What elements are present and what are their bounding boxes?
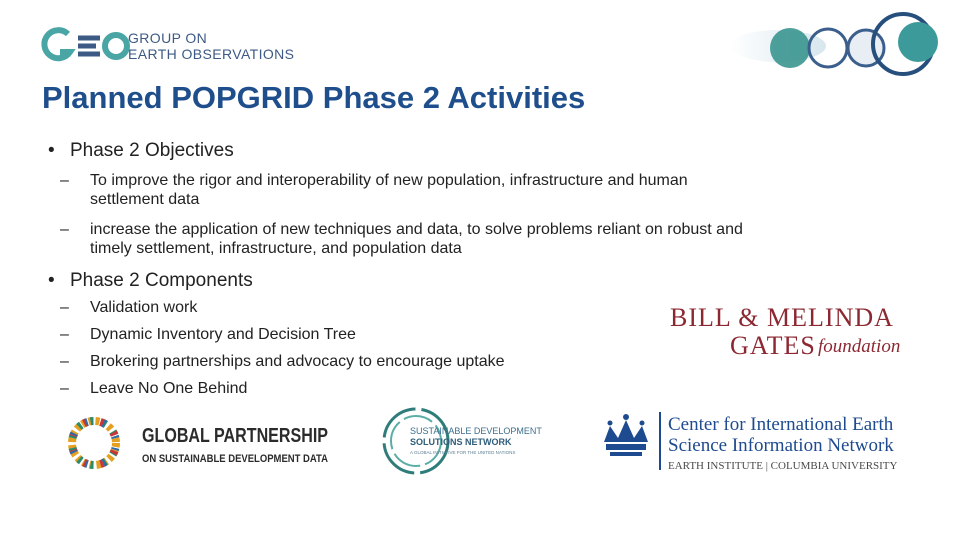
bullet-icon: •	[48, 270, 55, 291]
page-title: Planned POPGRID Phase 2 Activities	[42, 80, 586, 115]
components-heading	[48, 270, 253, 292]
geo-logo-text	[128, 30, 294, 62]
sdsn-line2: SOLUTIONS NETWORK	[410, 437, 512, 447]
dash-icon: –	[60, 326, 69, 343]
objective-item	[60, 220, 780, 258]
columbia-crown-icon	[604, 414, 648, 456]
gpsdd-logo	[66, 410, 336, 476]
sdsn-line1: SUSTAINABLE DEVELOPMENT	[410, 426, 542, 436]
gpsdd-ring-icon	[72, 421, 116, 465]
gates-foundation-logo	[668, 300, 928, 360]
component-item	[60, 379, 620, 398]
component-item	[60, 352, 620, 371]
sdsn-line3: A GLOBAL INITIATIVE FOR THE UNITED NATIONS	[410, 450, 516, 455]
ciesin-line1: Center for International Earth	[668, 414, 894, 435]
objective-item-text: increase the application of new techniques and data, to solve problems reliant on robust and timely settlement, infrastructure, and population data	[90, 221, 743, 257]
objective-item	[60, 171, 760, 209]
component-item	[60, 298, 620, 317]
objective-item-text: To improve the rigor and interoperability of new population, infrastructure and human settlement data	[90, 172, 688, 208]
decorative-circles	[728, 8, 943, 80]
component-item	[60, 325, 620, 344]
dash-icon: –	[60, 299, 69, 316]
geo-logo-line1: GROUP ON	[128, 30, 208, 46]
gates-logo-line2a: GATES	[730, 331, 816, 360]
objectives-heading-text: Phase 2 Objectives	[70, 140, 234, 161]
gates-logo-line2b: foundation	[818, 336, 901, 357]
gates-logo-line1: BILL & MELINDA	[670, 303, 894, 332]
dash-icon: –	[60, 353, 69, 370]
gpsdd-line1: GLOBAL PARTNERSHIP	[142, 425, 328, 447]
dash-icon: –	[60, 380, 69, 397]
component-item-text: Brokering partnerships and advocacy to encourage uptake	[90, 353, 505, 370]
bullet-icon: •	[48, 140, 55, 161]
dash-icon: –	[60, 221, 69, 238]
components-heading-text: Phase 2 Components	[70, 270, 253, 291]
ciesin-line3: EARTH INSTITUTE | COLUMBIA UNIVERSITY	[668, 460, 898, 472]
gpsdd-line2: ON SUSTAINABLE DEVELOPMENT DATA	[142, 453, 329, 465]
component-item-text: Validation work	[90, 299, 198, 316]
objectives-heading	[48, 140, 234, 162]
geo-logo-line2: EARTH OBSERVATIONS	[128, 46, 295, 62]
dash-icon: –	[60, 172, 69, 189]
ciesin-logo	[600, 408, 930, 474]
sdsn-logo	[380, 404, 560, 478]
component-item-text: Dynamic Inventory and Decision Tree	[90, 326, 356, 343]
component-item-text: Leave No One Behind	[90, 380, 248, 397]
ciesin-line2: Science Information Network	[668, 435, 894, 456]
